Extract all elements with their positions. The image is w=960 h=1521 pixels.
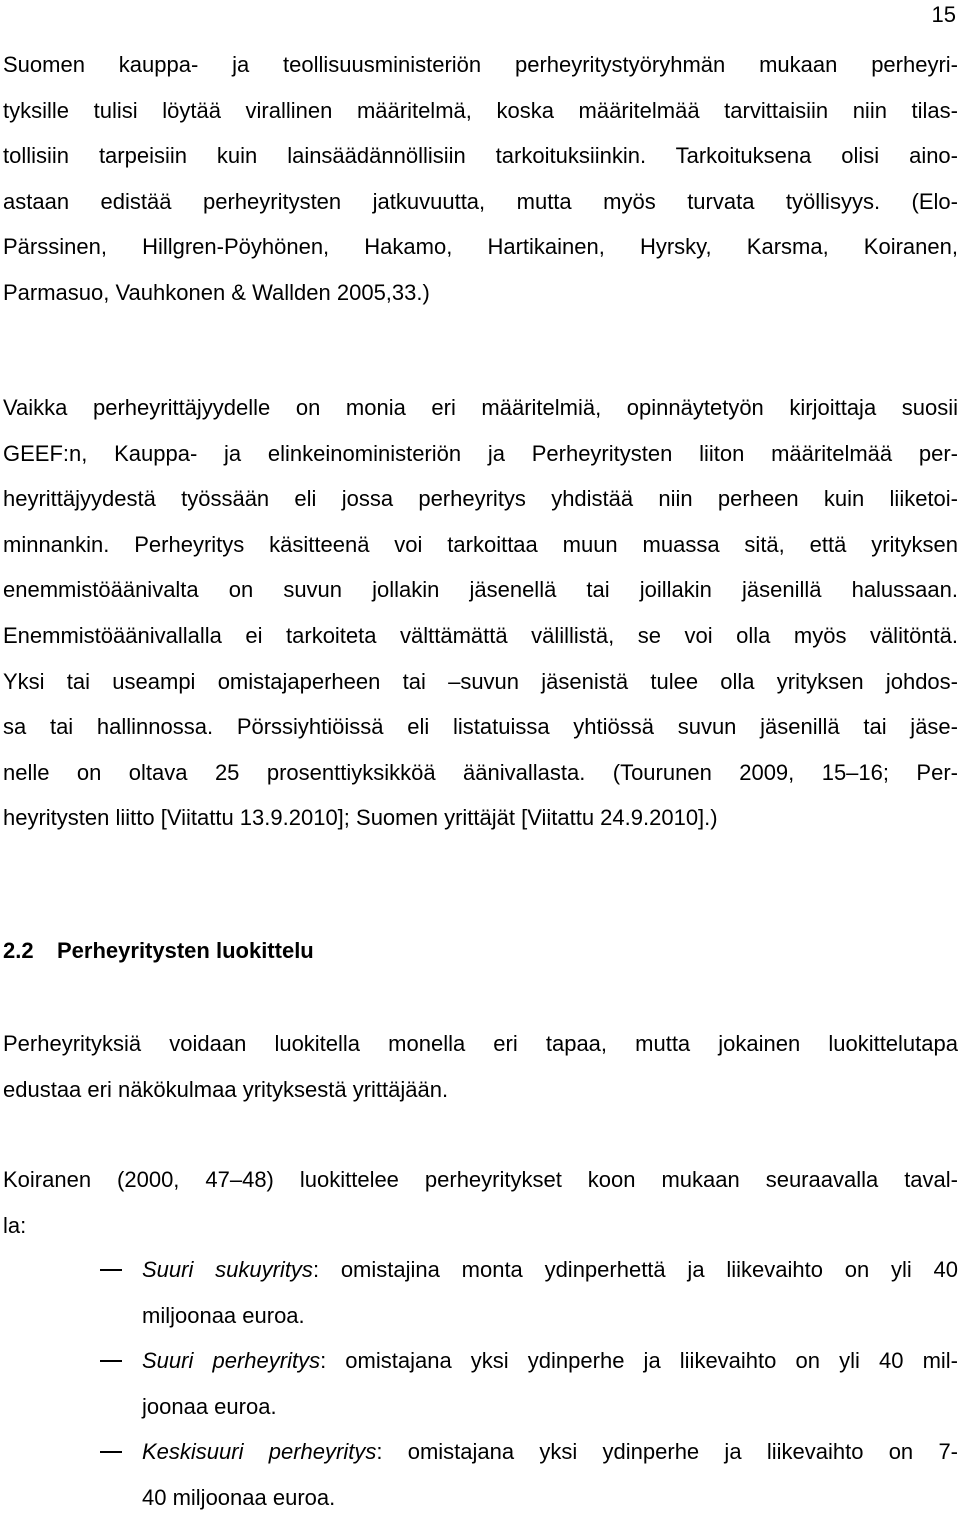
list-item-second-line: miljoonaa euroa.	[142, 1302, 305, 1328]
paragraph-author-definition	[3, 385, 958, 841]
paragraph-classification-intro	[3, 1021, 958, 1112]
text-line: la:	[3, 1212, 27, 1238]
list-item	[0, 1338, 958, 1429]
list-item-term: Suuri perheyritys	[142, 1348, 321, 1374]
text-line: edustaa eri näkökulmaa yrityksestä yrittäjään.	[3, 1076, 449, 1102]
text-line: heyrittäjyydestä työssään eli jossa perheyritys yhdistää niin perheen kuin liiketoi-	[3, 486, 958, 512]
dash-bullet-icon	[100, 1269, 122, 1271]
text-line: tyksille tulisi löytää virallinen määritelmä, koska määritelmää tarvittaisiin niin tilas-	[3, 97, 958, 123]
text-line: Enemmistöäänivallalla ei tarkoiteta välttämättä välillistä, se voi olla myös välitöntä.	[3, 622, 958, 648]
classification-list	[0, 1247, 958, 1521]
text-line: Vaikka perheyrittäjyydelle on monia eri määritelmiä, opinnäytetyön kirjoittaja suosii	[3, 395, 958, 420]
section-number: 2.2	[3, 938, 34, 963]
list-item	[0, 1429, 958, 1520]
paragraph-size-classification	[3, 1157, 958, 1248]
list-item-term: Keskisuuri perheyritys	[142, 1439, 377, 1465]
text-line: Parmasuo, Vauhkonen & Wallden 2005,33.)	[3, 279, 430, 305]
list-item-term: Suuri sukuyritys	[142, 1257, 313, 1282]
list-item-text: : omistajina monta ydinperhettä ja liikevaihto on yli 40	[312, 1257, 958, 1282]
text-line: Suomen kauppa- ja teollisuusministeriön perheyritystyöryhmän mukaan perheyri-	[3, 52, 958, 77]
text-line: astaan edistää perheyritysten jatkuvuutta, mutta myös turvata työllisyys. (Elo-	[3, 188, 958, 214]
page-number: 15	[931, 2, 956, 27]
section-heading	[3, 936, 314, 966]
text-line: Pärssinen, Hillgren-Pöyhönen, Hakamo, Hartikainen, Hyrsky, Karsma, Koiranen,	[3, 234, 958, 260]
list-item-second-line: joonaa euroa.	[142, 1393, 277, 1419]
list-item-text: : omistajana yksi ydinperhe ja liikevaihto on yli 40 mil-	[320, 1348, 958, 1374]
text-line: GEEF:n, Kauppa- ja elinkeinoministeriön ja Perheyritysten liiton määritelmää per-	[3, 440, 958, 466]
section-title: Perheyritysten luokittelu	[57, 938, 314, 963]
list-item-first-line	[142, 1429, 958, 1475]
list-item-first-line	[142, 1338, 958, 1384]
text-line: Koiranen (2000, 47–48) luokittelee perheyritykset koon mukaan seuraavalla taval-	[3, 1167, 958, 1192]
text-line: enemmistöäänivalta on suvun jollakin jäsenellä tai joillakin jäsenillä halussaan.	[3, 577, 958, 603]
text-line: tollisiin tarpeisiin kuin lainsäädännöllisiin tarkoituksiinkin. Tarkoituksena olisi aino-	[3, 143, 958, 169]
text-line: sa tai hallinnossa. Pörssiyhtiöissä eli listatuissa yhtiössä suvun jäsenillä tai jäse-	[3, 714, 958, 740]
paragraph-family-business-definition	[3, 42, 958, 316]
list-item-second-line: 40 miljoonaa euroa.	[142, 1484, 336, 1510]
list-item-first-line	[142, 1247, 958, 1293]
text-line: minnankin. Perheyritys käsitteenä voi tarkoittaa muun muassa sitä, että yrityksen	[3, 531, 958, 557]
dash-bullet-icon	[100, 1451, 122, 1453]
list-item	[0, 1247, 958, 1338]
dash-bullet-icon	[100, 1360, 122, 1362]
text-line: Yksi tai useampi omistajaperheen tai –suvun jäsenistä tulee olla yrityksen johdos-	[3, 668, 958, 694]
text-line: nelle on oltava 25 prosenttiyksikköä äänivallasta. (Tourunen 2009, 15–16; Per-	[3, 759, 958, 785]
text-line: Perheyrityksiä voidaan luokitella monella eri tapaa, mutta jokainen luokittelutapa	[3, 1031, 958, 1056]
list-item-text: : omistajana yksi ydinperhe ja liikevaihto on 7-	[376, 1439, 958, 1465]
text-line: heyritysten liitto [Viitattu 13.9.2010]; Suomen yrittäjät [Viitattu 24.9.2010].)	[3, 805, 718, 831]
